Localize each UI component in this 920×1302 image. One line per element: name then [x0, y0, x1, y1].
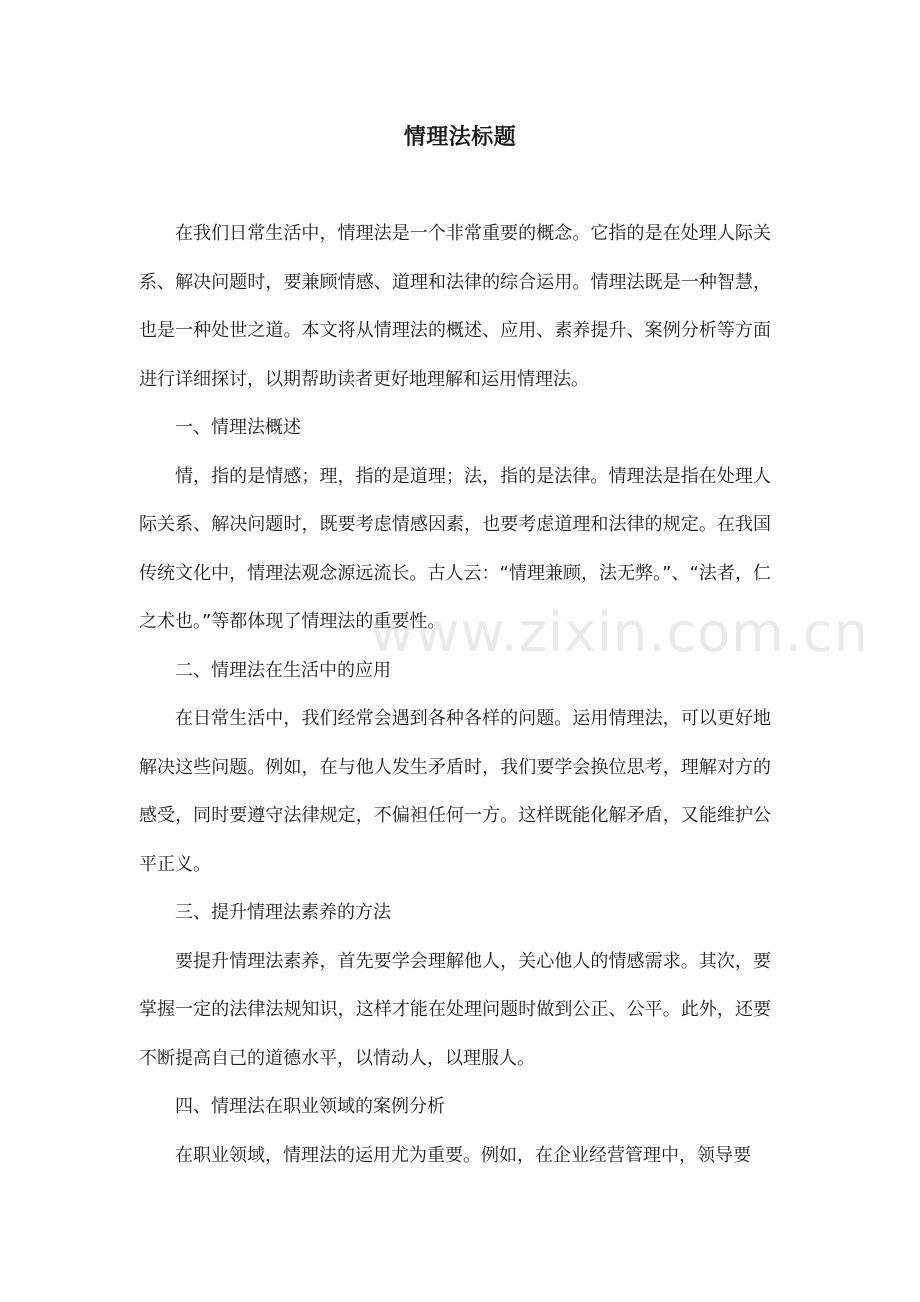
daily-life-paragraph: 在日常生活中，我们经常会遇到各种各样的问题。运用情理法，可以更好地解决这些问题。例如，在与他人发生矛盾时，我们要学会换位思考，理解对方的感受，同时要遵守法律规定，不偏袒任何一方。这样既能化解矛盾，又能维护公平正义。	[139, 708, 771, 875]
section-heading-overview: 一、情理法概述	[175, 417, 301, 438]
intro-paragraph: 在我们日常生活中，情理法是一个非常重要的概念。它指的是在处理人际关系、解决问题时，要兼顾情感、道理和法律的综合运用。情理法既是一种智慧，也是一种处世之道。本文将从情理法的概述、应用、素养提升、案例分析等方面进行详细探讨，以期帮助读者更好地理解和运用情理法。	[139, 223, 771, 390]
document-title: 情理法标题	[403, 125, 517, 150]
career-case-paragraph: 在职业领域，情理法的运用尤为重要。例如，在企业经营管理中，领导要	[175, 1144, 751, 1166]
section-heading-daily-life: 二、情理法在生活中的应用	[175, 659, 391, 681]
improvement-paragraph: 要提升情理法素养，首先要学会理解他人，关心他人的情感需求。其次，要掌握一定的法律法规知识，这样才能在处理问题时做到公正、公平。此外，还要不断提高自己的道德水平，以情动人，以理服人。	[139, 950, 771, 1069]
section-heading-improvement: 三、提升情理法素养的方法	[175, 902, 391, 923]
section-heading-career-case: 四、情理法在职业领域的案例分析	[175, 1096, 445, 1117]
document-body	[139, 210, 771, 1180]
watermark-logo: www.zixin.com.cn	[370, 601, 869, 664]
overview-paragraph: 情，指的是情感；理，指的是道理；法，指的是法律。情理法是指在处理人际关系、解决问题时，既要考虑情感因素，也要考虑道理和法律的规定。在我国传统文化中，情理法观念源远流长。古人云：“情理兼顾，法无弊。”、“法者，仁之术也。”等都体现了情理法的重要性。	[139, 465, 771, 632]
